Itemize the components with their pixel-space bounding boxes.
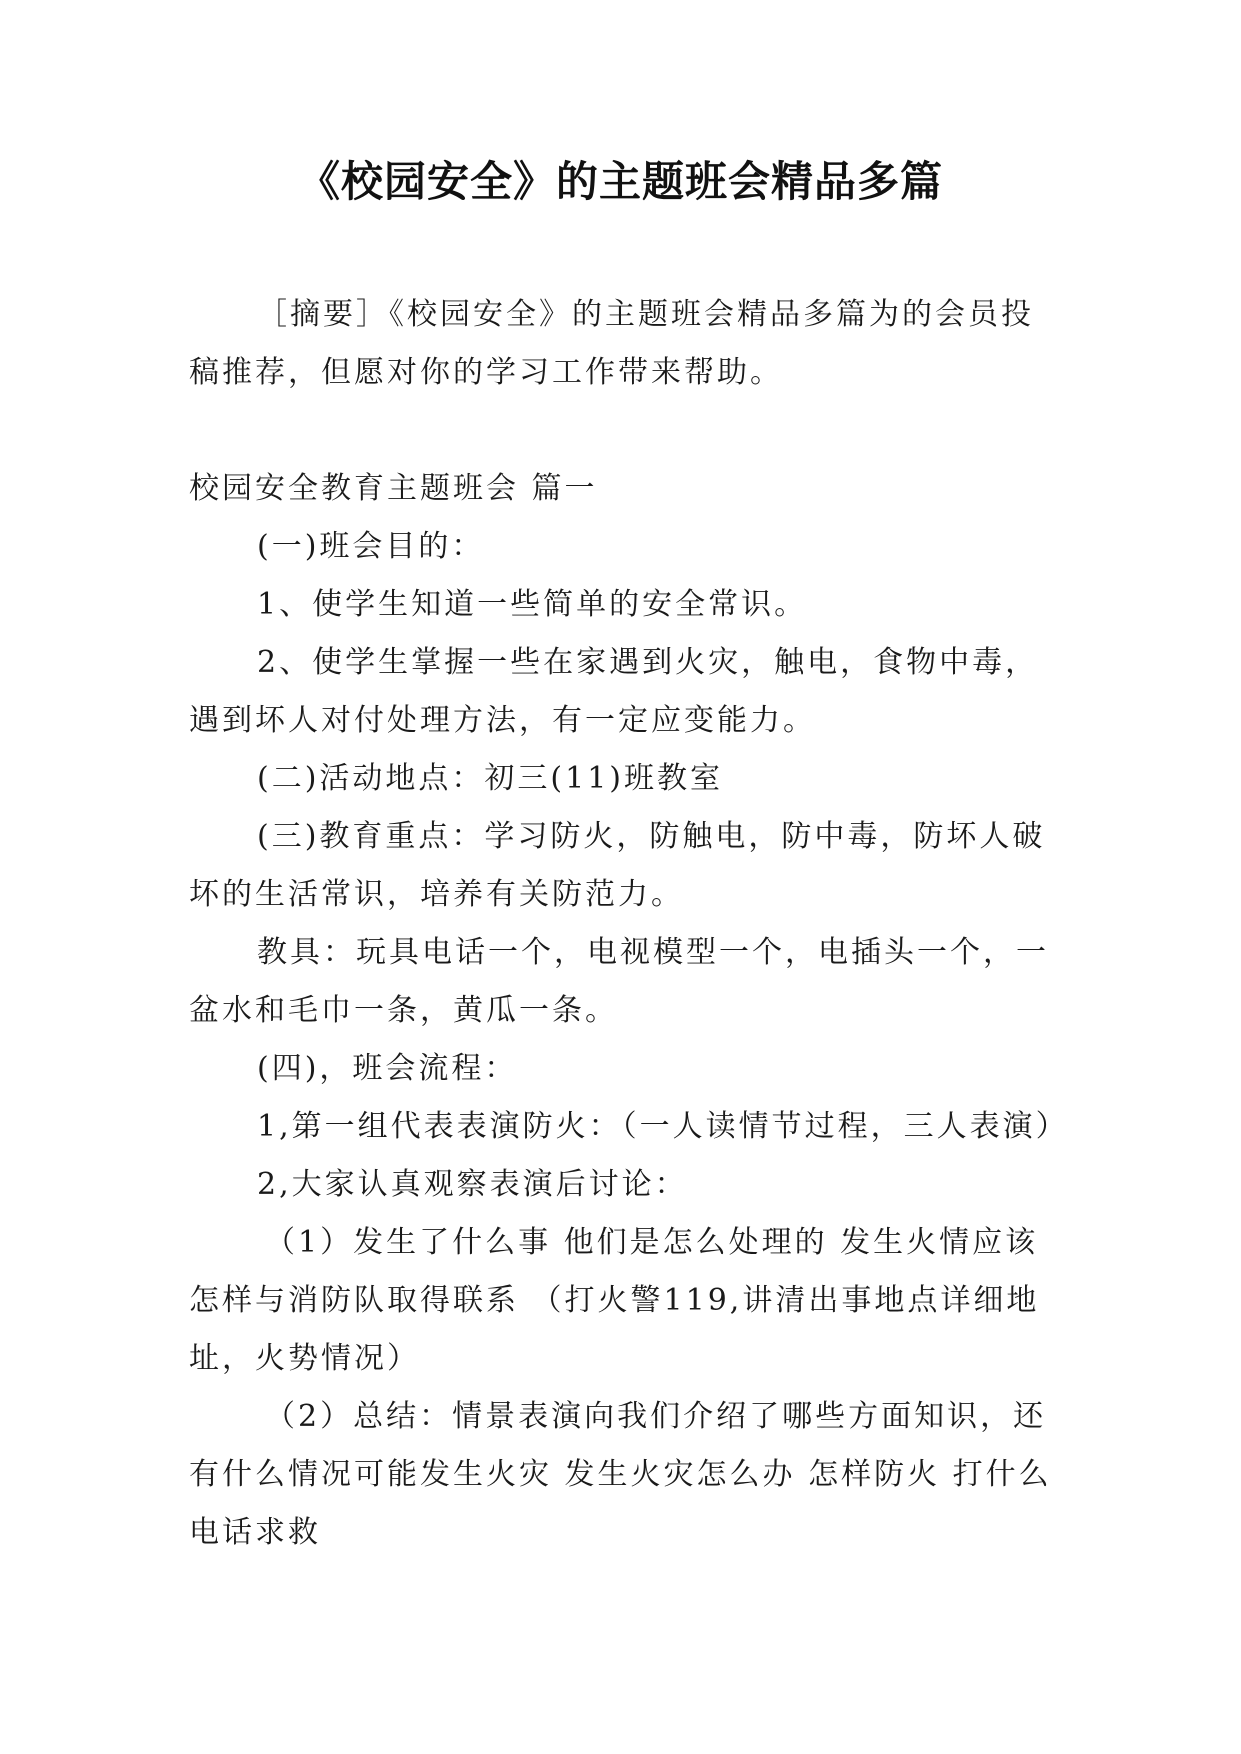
paragraph-discussion-1: （1）发生了什么事 他们是怎么处理的 发生火情应该怎样与消防队取得联系 （打火警119,讲清出事地点详细地址，火势情况） — [189, 1225, 1040, 1376]
paragraph-objective-1: 1、使学生知道一些简单的安全常识。 — [257, 587, 808, 622]
paragraph-objective-2: 2、使学生掌握一些在家遇到火灾，触电，食物中毒，遇到坏人对付处理方法，有一定应变能力。 — [189, 645, 1039, 738]
abstract-block — [189, 286, 1059, 402]
paragraph-objective-heading: (一)班会目的： — [257, 529, 485, 564]
paragraph-teaching-aids: 教具：玩具电话一个，电视模型一个，电插头一个，一盆水和毛巾一条，黄瓜一条。 — [189, 935, 1049, 1028]
paragraph-process-1: 1,第一组代表表演防火：（一人读情节过程，三人表演） — [257, 1109, 1069, 1144]
paragraph-focus: (三)教育重点：学习防火，防触电，防中毒，防坏人破坏的生活常识，培养有关防范力。 — [189, 819, 1046, 912]
document-body — [189, 460, 1069, 1562]
section-heading: 校园安全教育主题班会 篇一 — [189, 471, 598, 506]
document-title: 《校园安全》的主题班会精品多篇 — [297, 157, 943, 206]
paragraph-discussion-2: （2）总结：情景表演向我们介绍了哪些方面知识，还有什么情况可能发生火灾 发生火灾怎么办 怎样防火 打什么电话求救 — [189, 1399, 1052, 1550]
paragraph-location: (二)活动地点：初三(11)班教室 — [257, 761, 723, 796]
paragraph-process-heading: (四)，班会流程： — [257, 1051, 518, 1086]
abstract-paragraph: ［摘要］《校园安全》的主题班会精品多篇为的会员投稿推荐，但愿对你的学习工作带来帮助。 — [189, 297, 1034, 390]
paragraph-process-2: 2,大家认真观察表演后讨论： — [257, 1167, 688, 1202]
